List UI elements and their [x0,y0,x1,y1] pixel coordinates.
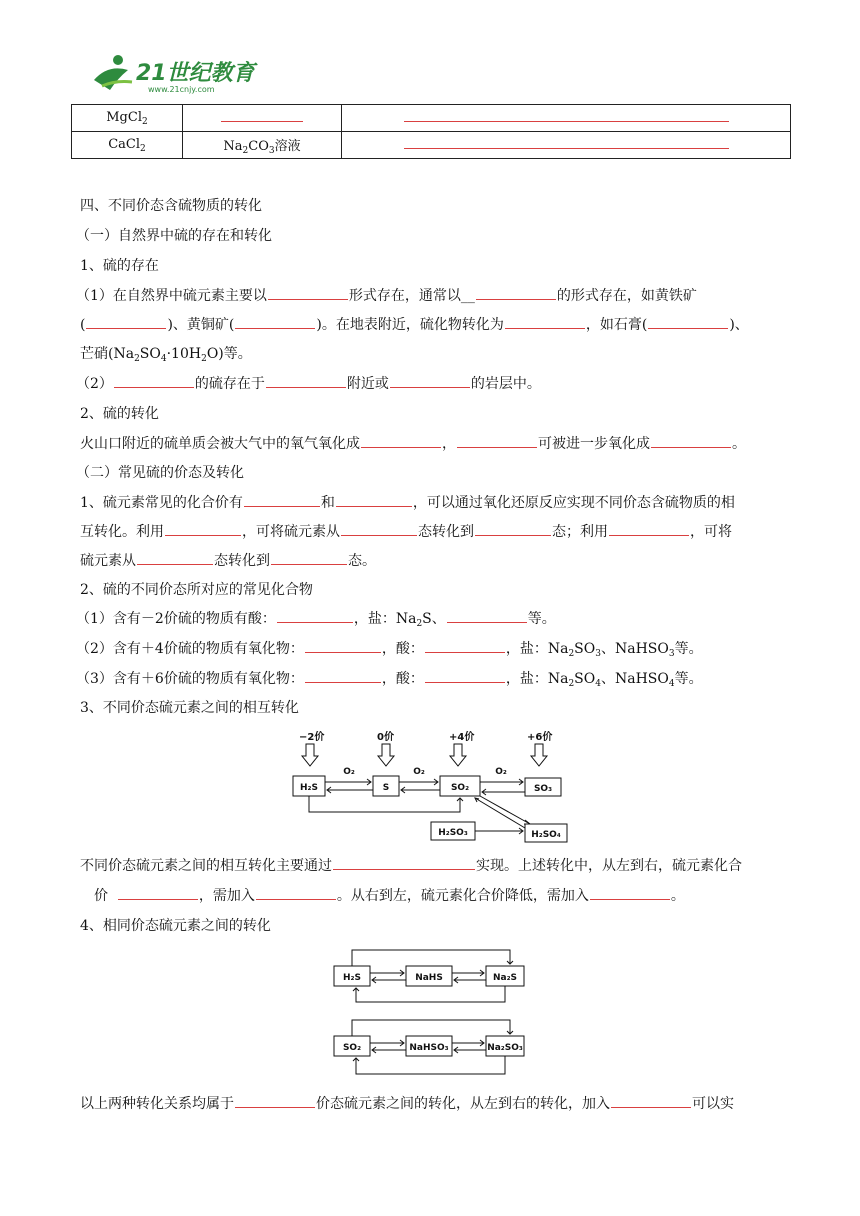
paragraph: 芒硝$(Na_2SO_4\cdot 10H_2O)$等。 [80,346,252,364]
paragraph: 互转化。利用 ，可将硫元素从 态转化到 态；利用 ，可将 [80,524,732,540]
paragraph: 火山口附近的硫单质会被大气中的氧气氧化成 ， 可被进一步氧化成 。 [80,436,746,452]
o2-label: O₂ [343,767,355,777]
subsection-title: （二）常见硫的价态及转化 [76,465,244,481]
box-label: H₂SO₄ [531,830,561,840]
heading: 3、不同价态硫元素之间的相互转化 [80,700,299,716]
logo-brand: 21世纪教育 [136,61,255,86]
valence-label: −2价 [299,732,325,743]
valence-label: +4价 [449,732,475,743]
o2-label: O₂ [413,767,425,777]
heading: 1、硫的存在 [80,258,159,274]
paragraph: （2） 的硫存在于 附近或 的岩层中。 [76,376,541,392]
table-cell: MgCl$_2$ [72,105,183,132]
box-label: SO₂ [450,783,470,793]
box-label: SO₃ [533,784,553,794]
paragraph: （2）含有＋4价硫的物质有氧化物： ，酸： ，盐：$Na_2SO_3$、NaHSO$_3$等。 [76,641,703,659]
valence-diagram [285,728,575,846]
paragraph: 不同价态硫元素之间的相互转化主要通过 实现。上述转化中，从左到右，硫元素化合 [80,858,742,874]
paragraph: 价 ，需加入 。从右到左，硫元素化合价降低，需加入 。 [94,888,685,904]
valence-label: 0价 [377,732,394,743]
logo-graphic [88,50,258,98]
box-label: SO₂ [342,1043,362,1053]
logo [88,50,258,98]
heading: 4、相同价态硫元素之间的转化 [80,918,271,934]
box-label: NaHS [415,973,443,983]
table-row [72,132,791,159]
heading: 2、硫的转化 [80,406,159,422]
table-cell: CaCl$_2$ [72,132,183,159]
box-label: H₂S [300,783,318,793]
sulfide-diagram [330,944,530,1008]
valence-label: +6价 [527,732,553,743]
reagent-table [71,104,791,159]
box-label: NaHSO₃ [409,1043,449,1053]
sulfite-diagram [330,1014,530,1080]
box-label: Na₂S [492,973,518,983]
paragraph: 1、硫元素常见的化合价有 和 ，可以通过氧化还原反应实现不同价态含硫物质的相 [80,495,735,511]
subsection-title: （一）自然界中硫的存在和转化 [76,228,272,244]
section-title: 四、不同价态含硫物质的转化 [80,198,262,214]
table-cell: $Na_2CO_3$溶液 [183,132,342,159]
logo-url: www.21cnjy.com [148,85,215,94]
box-label: S [382,783,390,793]
o2-label: O₂ [495,767,507,777]
box-label: Na₂SO₃ [487,1043,523,1053]
box-label: H₂S [343,973,361,983]
heading: 2、硫的不同价态所对应的常见化合物 [80,582,313,598]
paragraph: （3）含有＋6价硫的物质有氧化物： ，酸： ，盐：$Na_2SO_4$、NaHSO$_4$等。 [76,671,703,689]
table-row [72,105,791,132]
paragraph: ( )、黄铜矿( )。在地表附近，硫化物转化为 ，如石膏( )、 [80,317,749,333]
box-label: H₂SO₃ [438,828,468,838]
paragraph: 硫元素从 态转化到 态。 [80,553,376,569]
table-cell-blank [342,132,791,159]
table-cell-blank [342,105,791,132]
table-cell-blank [183,105,342,132]
paragraph: 以上两种转化关系均属于 价态硫元素之间的转化，从左到右的转化，加入 可以实 [80,1096,734,1112]
paragraph: （1）在自然界中硫元素主要以 形式存在，通常以__ 的形式存在，如黄铁矿 [76,288,697,304]
paragraph: （1）含有－2价硫的物质有酸： ，盐：$Na_2S$、 等。 [76,611,556,629]
